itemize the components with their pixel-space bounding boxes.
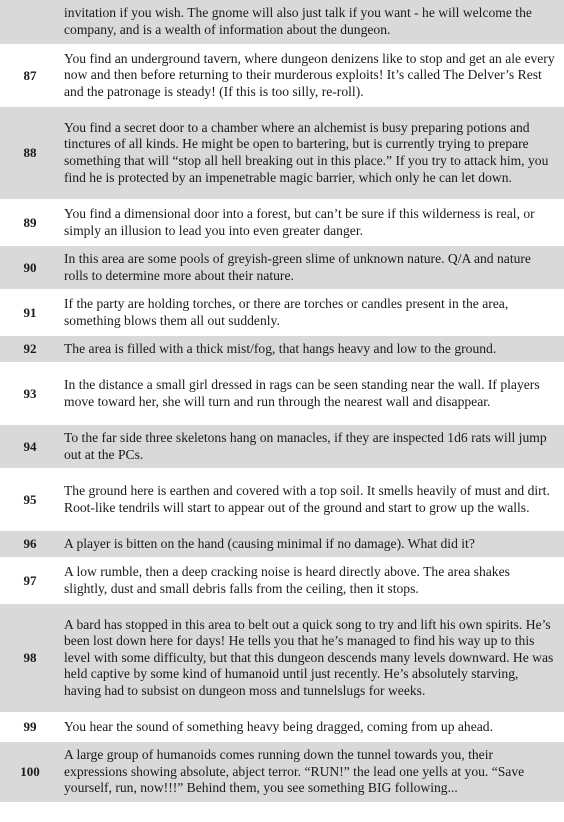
row-number: 87 [23, 67, 37, 83]
row-text: In this area are some pools of greyish-green slime of unknown nature. Q/A and nature rolls to determine more about their nature. [64, 250, 531, 283]
table-row-97 [0, 559, 564, 604]
row-text: invitation if you wish. The gnome will also just talk if you want - he will welcome the company, and is a wealth of information about the dungeon. [64, 5, 532, 37]
row-number: 88 [23, 145, 37, 160]
row-text: If the party are holding torches, or there are torches or candles present in the area, something blows them all out suddenly. [64, 295, 509, 328]
row-text: A player is bitten on the hand (causing minimal if no damage). What did it? [64, 535, 475, 551]
table-row-89 [0, 201, 564, 246]
table-row-93 [0, 364, 564, 425]
table-row-91 [0, 291, 564, 336]
row-text: A low rumble, then a deep cracking noise is heard directly above. The area shakes slightly, dust and small debris falls from the ceiling, then it stops. [64, 563, 510, 596]
row-number: 100 [20, 764, 40, 779]
table-row-88 [0, 107, 564, 201]
row-number: 94 [23, 438, 37, 454]
row-number: 99 [23, 719, 37, 734]
row-number: 90 [23, 259, 37, 275]
row-text: You find a secret door to a chamber where an alchemist is busy preparing potions and tinctures of all kinds. He might be open to bartering, but is currently trying to prepare something that will “stop all hell breaking out in this place.” If you try to attack him, you find he is protected by an impenetrable magic barrier, which only he can let down. [64, 119, 549, 185]
row-number: 98 [23, 650, 37, 665]
row-text: The ground here is earthen and covered with a top soil. It smells heavily of must and dirt. Root-like tendrils will start to appear out of the ground and start to grow up the walls. [64, 482, 550, 515]
row-text: You find an underground tavern, where dungeon denizens like to stop and get an ale every now and then before returning to their murderous exploits! It’s called The Delver’s Rest and the patronage is steady! (If this is too silly, re-roll). [64, 50, 555, 99]
row-number: 97 [23, 572, 37, 588]
row-text: You hear the sound of something heavy being dragged, coming from up ahead. [64, 718, 493, 734]
row-text: A large group of humanoids comes running down the tunnel towards you, their expressions showing absolute, abject terror. “RUN!” the lead one yells at you. “Save yourself, run, now!!!” Behind them, you see something BIG following... [64, 747, 525, 796]
row-number: 95 [23, 491, 37, 507]
row-text: You find a dimensional door into a forest, but can’t be sure if this wilderness is real, or simply an illusion to lead you into even greater danger. [64, 205, 535, 238]
table-row-94 [0, 425, 564, 470]
table-row-90 [0, 246, 564, 291]
table-row-95 [0, 470, 564, 531]
table-row-99 [0, 714, 564, 742]
row-text: A bard has stopped in this area to belt out a quick song to try and lift his own spirits. He’s been lost down here for days! He tells you that he’s managed to find his way up to this level with some difficulty, but that this dungeon descends many levels downward. He was held captive by some kind of humanoid until just recently. He’s absolutely starving, having had to subsist on dungeon moss and tunnelslugs for weeks. [64, 616, 554, 698]
row-text: The area is filled with a thick mist/fog, that hangs heavy and low to the ground. [64, 340, 497, 356]
row-number: 89 [23, 214, 37, 230]
table-row-87 [0, 46, 564, 107]
table-row-98 [0, 604, 564, 714]
row-number: 92 [23, 341, 37, 356]
row-number: 91 [23, 304, 37, 320]
row-text: In the distance a small girl dressed in rags can be seen standing near the wall. If players move toward her, she will turn and run through the nearest wall and disappear. [64, 376, 540, 409]
table-row-cont [0, 0, 564, 46]
row-text: To the far side three skeletons hang on manacles, if they are inspected 1d6 rats will jump out at the PCs. [64, 429, 547, 462]
row-number: 93 [23, 385, 37, 401]
table-row-100 [0, 742, 564, 804]
row-number: 96 [23, 536, 37, 551]
table-row-96 [0, 531, 564, 559]
table-row-92 [0, 336, 564, 364]
